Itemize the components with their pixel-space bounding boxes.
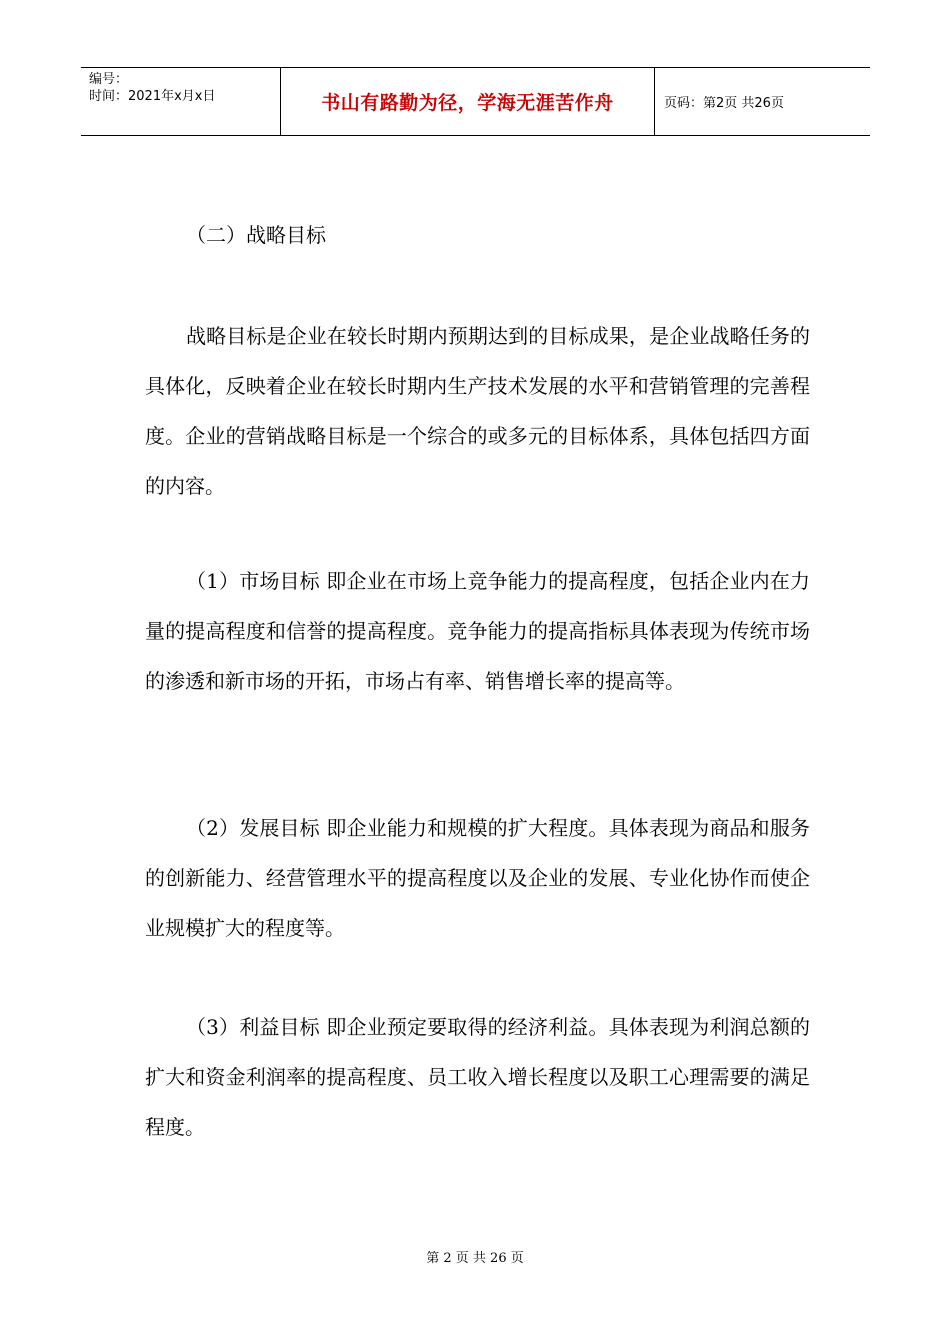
paragraph-development-goal: （2）发展目标 即企业能力和规模的扩大程度。具体表现为商品和服务的创新能力、经营管理水平的提高程度以及企业的发展、专业化协作而使企业规模扩大的程度等。 (145, 816, 810, 940)
document-header (81, 67, 870, 136)
header-motto-cell (281, 68, 655, 135)
header-motto: 书山有路勤为径，学海无涯苦作舟 (321, 92, 614, 114)
paragraph-profit-goal: （3）利益目标 即企业预定要取得的经济利益。具体表现为利润总额的扩大和资金利润率的提高程度、员工收入增长程度以及职工心理需要的满足程度。 (145, 1015, 810, 1139)
paragraph-intro: 战略目标是企业在较长时期内预期达到的目标成果，是企业战略任务的具体化，反映着企业在较长时期内生产技术发展的水平和营销管理的完善程度。企业的营销战略目标是一个综合的或多元的目标体系，具体包括四方面的内容。 (145, 324, 810, 498)
header-meta-cell (81, 68, 281, 135)
header-page-info: 页码：第2页 共26页 (664, 96, 784, 111)
paragraph-market-goal: （1）市场目标 即企业在市场上竞争能力的提高程度，包括企业内在力量的提高程度和信誉的提高程度。竞争能力的提高指标具体表现为传统市场的渗透和新市场的开拓，市场占有率、销售增长率的提高等。 (145, 569, 810, 693)
document-time-label: 时间：2021年x月x日 (89, 89, 216, 104)
page-footer: 第 2 页 共 26 页 (426, 1251, 524, 1266)
section-heading: （二）战略目标 (186, 223, 326, 247)
header-page-cell (655, 68, 870, 135)
document-number-label: 编号： (89, 72, 129, 87)
